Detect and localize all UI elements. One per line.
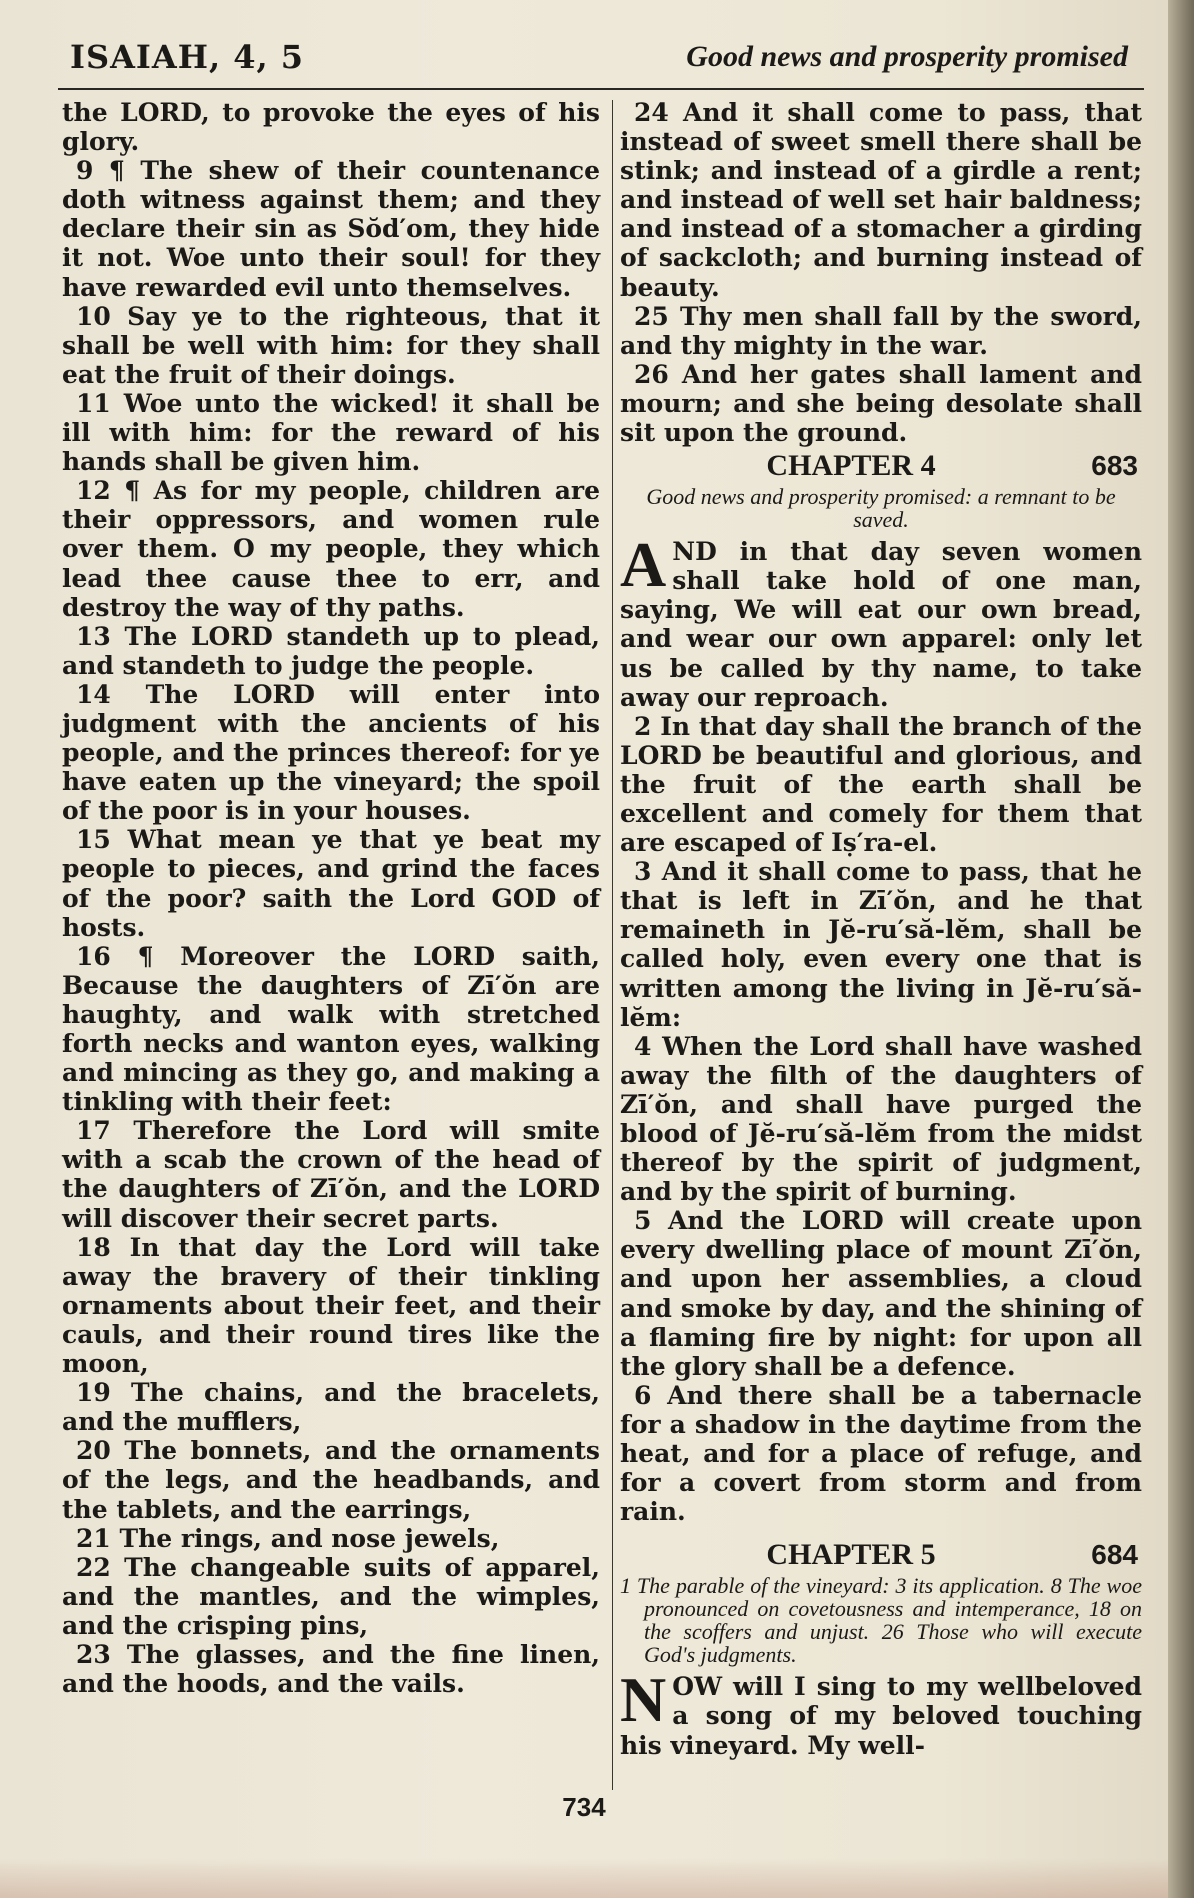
- verse-21: 21 The rings, and nose jewels,: [76, 1523, 500, 1553]
- verse-17: 17 Therefore the Lord will smite with a scab the crown of the head of the daughters of Zī′ŏn, and the LORD will discover their secret parts.: [62, 1116, 600, 1233]
- verse-22: 22 The changeable suits of apparel, and the mantles, and the wimples, and the crisping pins,: [62, 1552, 600, 1640]
- chapter-4-verse-3: 3 And it shall come to pass, that he that is left in Zī′ŏn, and he that remaineth in Jĕ-ru′să-lĕm, shall be called holy, even every one that is written among the living in Jĕ-ru′să-lĕm:: [620, 857, 1142, 1032]
- verse-24: 24 And it shall come to pass, that instead of sweet smell there shall be stink; and instead of a girdle a rent; and instead of well set hair baldness; and instead of a stomacher a girding of sackcloth; and burning instead of beauty.: [620, 98, 1142, 302]
- running-head: [70, 38, 1128, 82]
- header-rule: [58, 88, 1144, 90]
- verse-25: 25 Thy men shall fall by the sword, and thy mighty in the war.: [620, 301, 1142, 360]
- verse-26: 26 And her gates shall lament and mourn; and she being desolate shall sit upon the ground.: [620, 359, 1142, 448]
- verse-20: 20 The bonnets, and the ornaments of the legs, and the headbands, and the tablets, and the earrings,: [62, 1436, 600, 1524]
- chapter-4-verse-1: [620, 529, 1142, 712]
- verse-13: 13 The LORD standeth up to plead, and standeth to judge the people.: [62, 621, 600, 680]
- chapter-4-verse-2: 2 In that day shall the branch of the LORD be beautiful and glorious, and the fruit of the earth shall be excellent and comely for them that are escaped of Iṣ′ra-el.: [620, 711, 1142, 858]
- chapter-4-verse-6: 6 And there shall be a tabernacle for a shadow in the daytime from the heat, and for a place of refuge, and for a covert from storm and from rain.: [620, 1380, 1142, 1527]
- chapter-5-heading: [620, 1540, 1142, 1574]
- verse-10: 10 Say ye to the righteous, that it shall be well with him: for they shall eat the fruit of their doings.: [62, 301, 600, 389]
- drop-cap: A: [620, 529, 667, 601]
- verse-16: 16 ¶ Moreover the LORD saith, Because the daughters of Zī′ŏn are haughty, and walk with stretched forth necks and wanton eyes, walking and mincing as they go, and making a tinkling with their feet:: [62, 941, 600, 1117]
- verse-12: 12 ¶ As for my people, children are their oppressors, and women rule over them. O my people, they which lead thee cause thee to err, and destroy the way of thy paths.: [62, 476, 600, 622]
- verse-11: 11 Woe unto the wicked! it shall be ill with him: for the reward of his hands shall be given him.: [62, 388, 600, 477]
- drop-cap: N: [620, 1664, 667, 1736]
- verse-14: 14 The LORD will enter into judgment with the ancients of his people, and the princes thereof: for ye have eaten up the vineyard; the spoil of the poor is in your houses.: [62, 679, 600, 826]
- verse-9: 9 ¶ The shew of their countenance doth witness against them; and they declare their sin as Sŏd′om, they hide it not. Woe unto their soul! for they have rewarded evil unto themselves.: [62, 156, 600, 302]
- book-fore-edge: [1168, 0, 1194, 1898]
- verse-text: ND in that day seven women shall take hold of one man, saying, We will eat our own bread, and wear our own apparel: only let us be called by thy name, to take away our reproach.: [620, 537, 1142, 712]
- verse-text: OW will I sing to my wellbeloved a song of my beloved touching his vineyard. My well-: [620, 1672, 1142, 1760]
- left-column: [62, 98, 600, 1698]
- chapter-4-verse-5: 5 And the LORD will create upon every dwelling place of mount Zī′ŏn, and upon her assemblies, a cloud and smoke by day, and the shining of a flaming fire by night: for upon all the glory shall be a defence.: [620, 1206, 1142, 1381]
- chapter-4-heading: [620, 451, 1142, 485]
- chapter-4-summary: Good news and prosperity promised: a remnant to be saved.: [646, 484, 1116, 533]
- verse-continuation: the LORD, to provoke the eyes of his glory.: [62, 98, 600, 157]
- page-topic: Good news and prosperity promised: [686, 40, 1128, 73]
- chapter-5-verse-1: [620, 1664, 1142, 1760]
- chapter-ref-number: 683: [1091, 450, 1138, 482]
- chapter-title: CHAPTER 5: [766, 1538, 936, 1572]
- book-reference: ISAIAH, 4, 5: [70, 38, 305, 76]
- column-divider: [612, 100, 613, 1790]
- page-edge-stain: [0, 1858, 1168, 1898]
- verse-15: 15 What mean ye that ye beat my people to pieces, and grind the faces of the poor? saith the Lord GOD of hosts.: [62, 825, 600, 942]
- verse-19: 19 The chains, and the bracelets, and the mufflers,: [62, 1378, 600, 1437]
- verse-18: 18 In that day the Lord will take away the bravery of their tinkling ornaments about their feet, and their cauls, and their round tires like the moon,: [62, 1232, 600, 1379]
- page-number: 734: [562, 1792, 606, 1822]
- chapter-ref-number: 684: [1091, 1539, 1138, 1571]
- chapter-title: CHAPTER 4: [766, 449, 936, 483]
- chapter-4-verse-4: 4 When the Lord shall have washed away the filth of the daughters of Zī′ŏn, and shall have purged the blood of Jĕ-ru′să-lĕm from the midst thereof by the spirit of judgment, and by the spirit of burning.: [620, 1031, 1142, 1207]
- verse-23: 23 The glasses, and the fine linen, and the hoods, and the vails.: [62, 1639, 600, 1699]
- chapter-5-summary: 1 The parable of the vineyard: 3 its application. 8 The woe pronounced on covetousness and intemperance, 18 on the scoffers and unjust. 26 Those who will execute God's judgments.: [620, 1573, 1142, 1668]
- right-column: [620, 98, 1142, 1760]
